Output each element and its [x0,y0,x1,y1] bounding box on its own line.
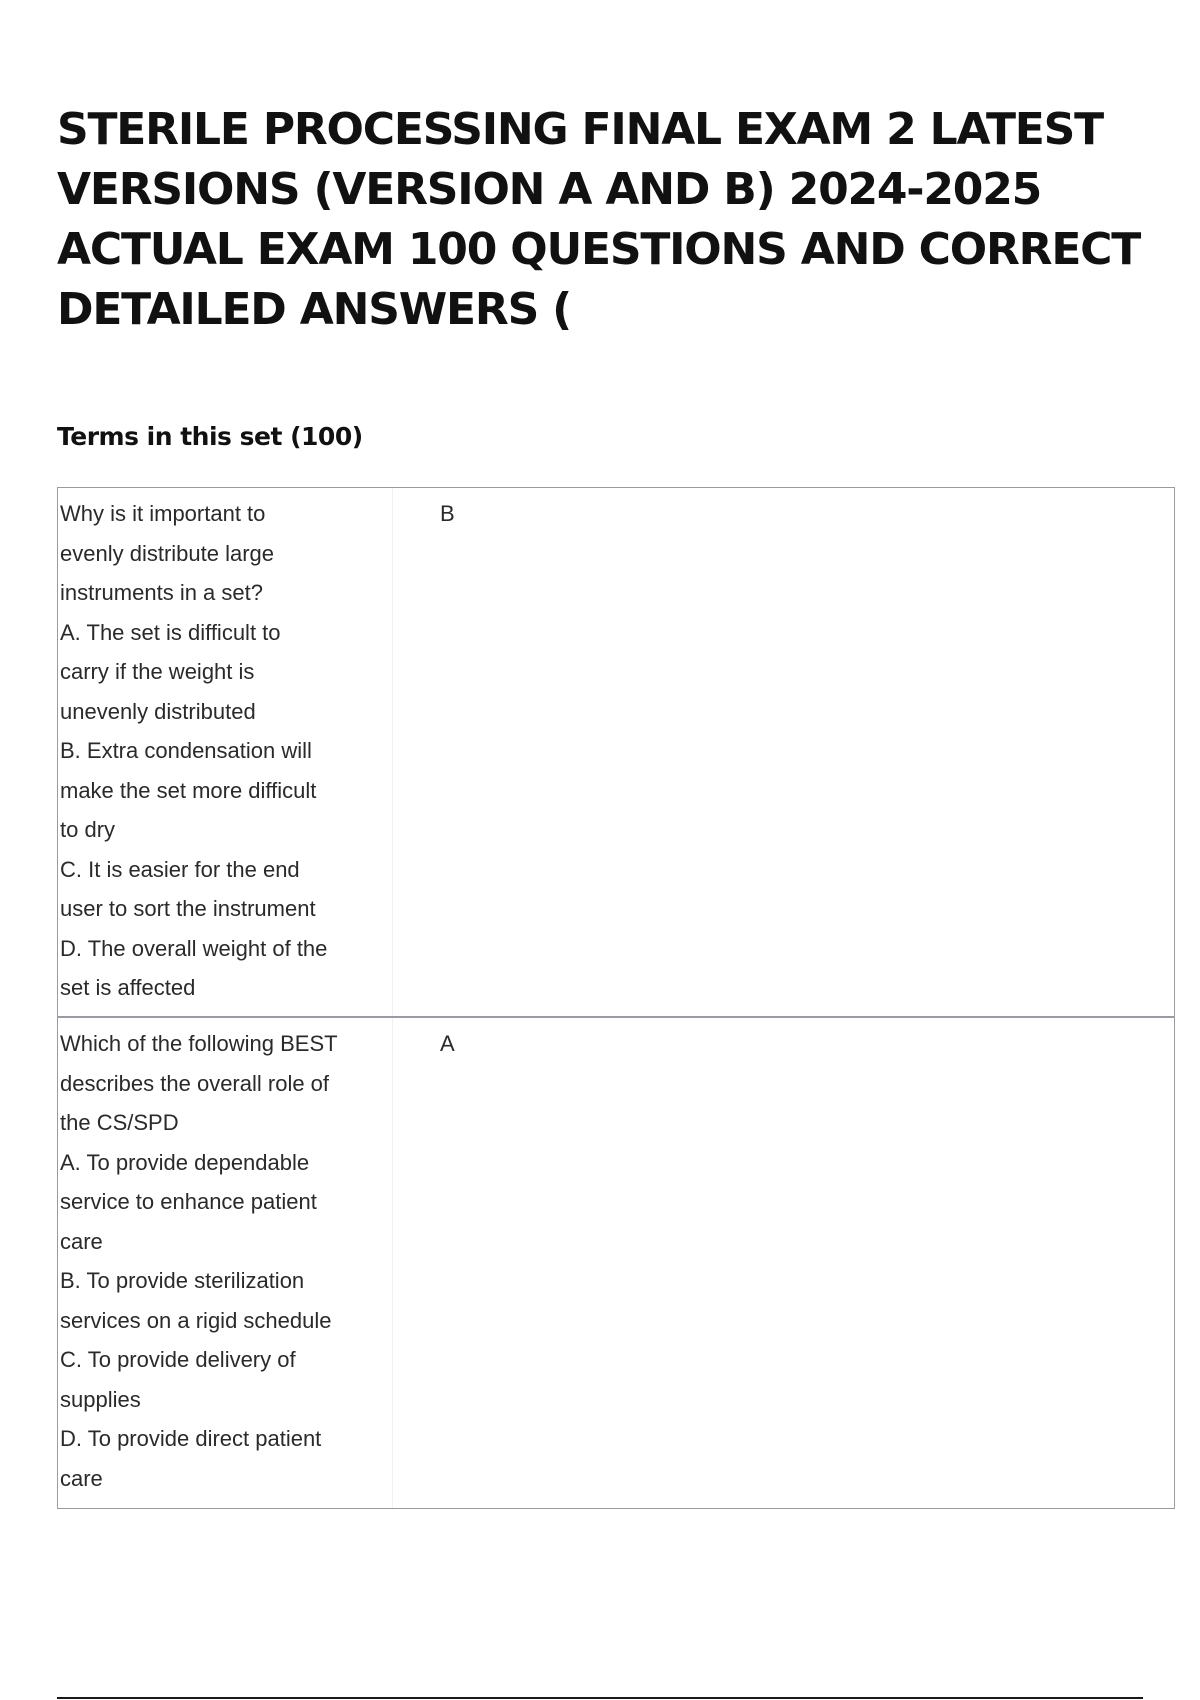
question-line: instruments in a set? [60,580,263,605]
question-line: to dry [60,817,116,842]
terms-table [57,487,1175,1509]
question-line: make the set more difficult [60,777,317,803]
question-line: Why is it important to [60,501,266,526]
term-row [58,1018,1174,1508]
document-page [57,100,1177,1491]
question-line: user to sort the instrument [60,896,316,921]
term-answer: A [440,1031,455,1056]
question-line: A. To provide dependable [60,1149,310,1175]
question-line: Which of the following BEST [60,1031,338,1056]
question-line: supplies [60,1386,141,1412]
question-line: unevenly distributed [60,698,256,724]
question-line: A. The set is difficult to [60,619,281,645]
term-answer: B [440,501,455,526]
question-line: set is affected [60,975,196,1000]
question-line: B. Extra condensation will [60,738,312,763]
question-line: describes the overall role of [60,1070,330,1096]
terms-count-heading: Terms in this set (100) [57,422,363,451]
term-question [58,1018,393,1508]
question-line: D. The overall weight of the [60,935,328,961]
term-question [58,488,393,1016]
question-line: care [60,1228,103,1254]
question-line: the CS/SPD [60,1110,179,1135]
question-line: care [60,1465,103,1491]
question-line: service to enhance patient [60,1189,317,1214]
question-line: carry if the weight is [60,659,255,684]
question-line: D. To provide direct patient [60,1426,322,1451]
question-line: services on a rigid schedule [60,1307,332,1333]
question-line: B. To provide sterilization [60,1268,305,1293]
question-line: evenly distribute large [60,540,275,566]
document-title: STERILE PROCESSING FINAL EXAM 2 LATEST VERSIONS (VERSION A AND B) 2024-2025 ACTUAL EXAM 100 QUESTIONS AND CORRECT DETAILED ANSWERS ( [57,104,1141,335]
question-line: C. To provide delivery of [60,1347,296,1372]
term-row [58,488,1174,1018]
question-line: C. It is easier for the end [60,856,300,882]
footer-divider [57,1697,1143,1699]
